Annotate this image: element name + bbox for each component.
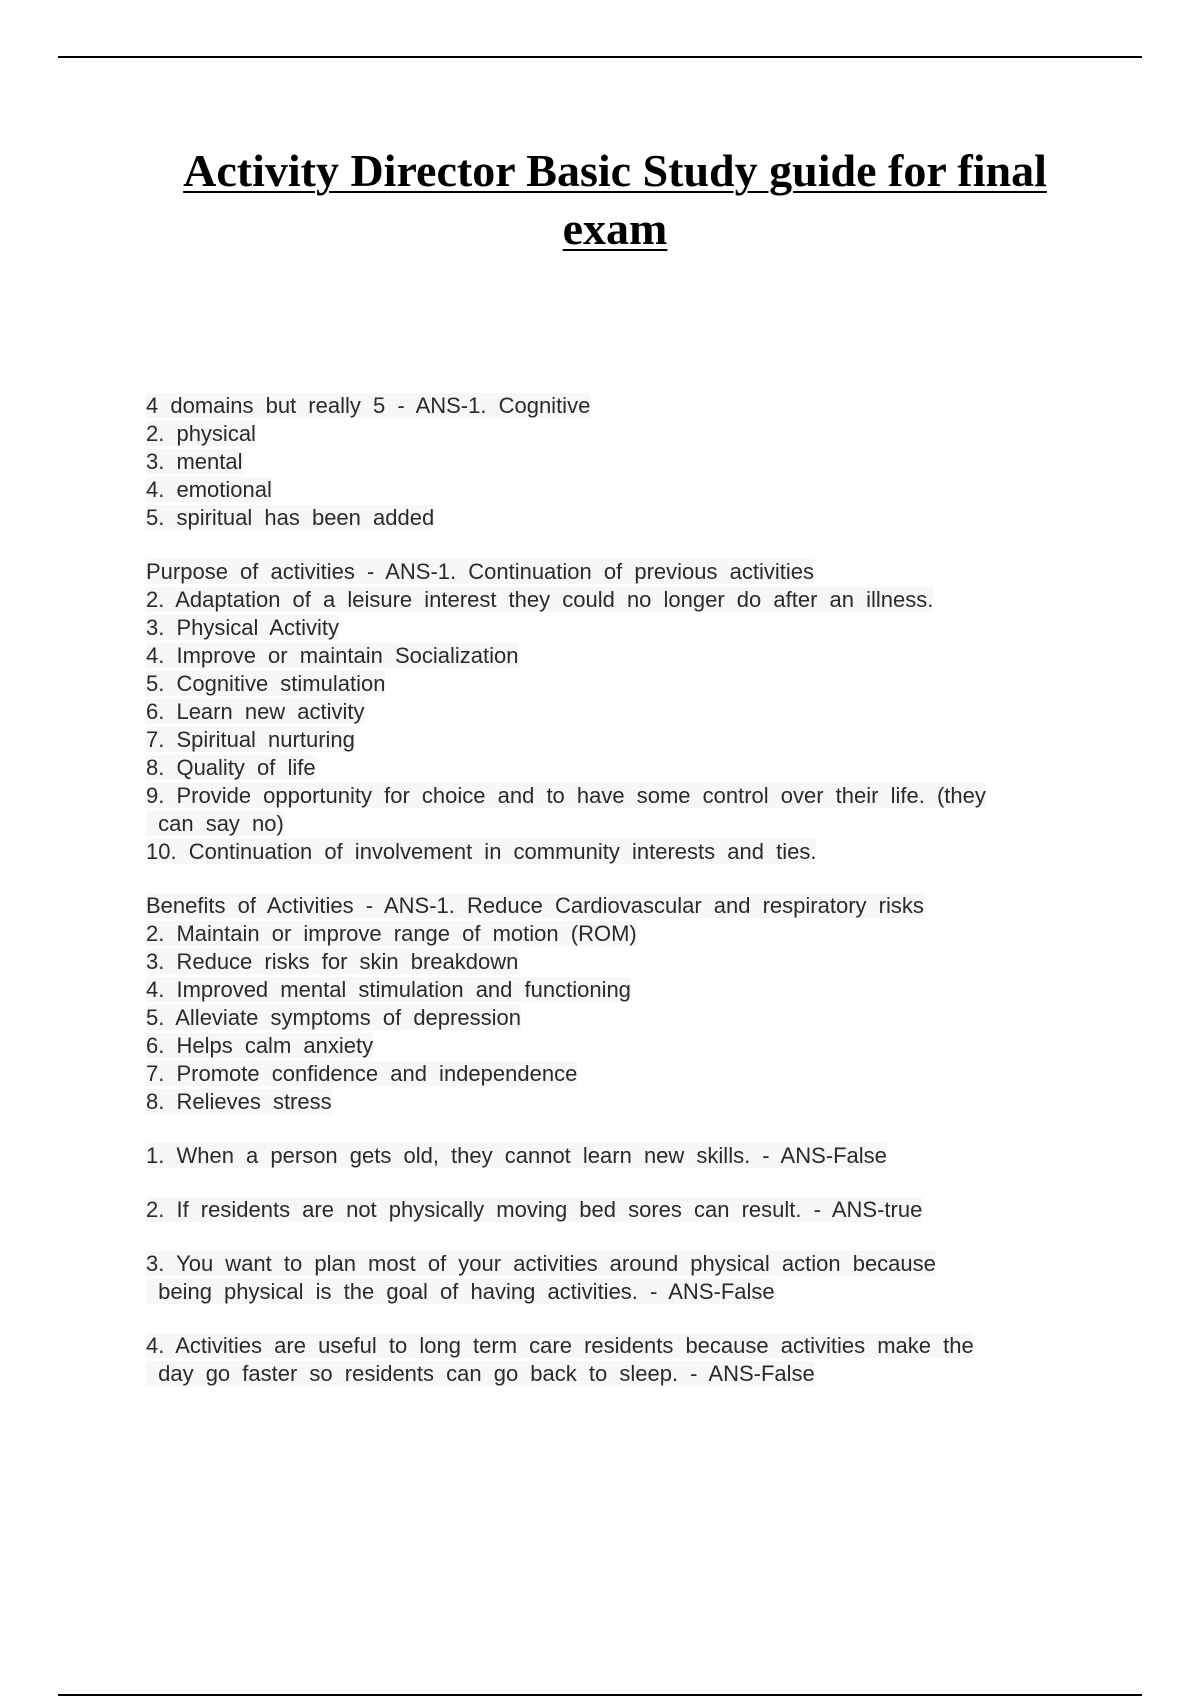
text-line [146,1278,1086,1306]
text-line-content: day go faster so residents can go back to sleep. - ANS-False [146,1361,815,1386]
text-line-content: 5. spiritual has been added [146,505,435,530]
text-line-content: being physical is the goal of having activities. - ANS-False [146,1279,775,1304]
text-line-content: 3. Reduce risks for skin breakdown [146,949,519,974]
text-line [146,476,1086,504]
text-line-content: 10. Continuation of involvement in community interests and ties. [146,839,817,864]
text-line [146,810,1086,838]
text-line-content: 3. You want to plan most of your activities around physical action because [146,1251,936,1276]
text-block [146,392,1086,532]
text-line-content: 4. Activities are useful to long term care residents because activities make the [146,1333,974,1358]
text-line-content: 3. mental [146,449,243,474]
title-line-2: exam [562,203,668,254]
text-line [146,754,1086,782]
text-block [146,892,1086,1116]
text-line [146,586,1086,614]
text-line [146,838,1086,866]
text-line-content: 8. Quality of life [146,755,316,780]
text-line-content: 2. Adaptation of a leisure interest they could no longer do after an illness. [146,587,934,612]
page-title [130,142,1100,258]
text-line [146,1332,1086,1360]
text-block [146,1142,1086,1170]
text-line [146,1142,1086,1170]
text-line-content: 4. emotional [146,477,272,502]
top-rule [58,56,1142,58]
text-line-content: 6. Helps calm anxiety [146,1033,374,1058]
text-line [146,670,1086,698]
text-line [146,1060,1086,1088]
text-line [146,948,1086,976]
text-line [146,558,1086,586]
text-line-content: 7. Promote confidence and independence [146,1061,578,1086]
text-line-content: 1. When a person gets old, they cannot learn new skills. - ANS-False [146,1143,887,1168]
text-line [146,1196,1086,1224]
text-line-content: 8. Relieves stress [146,1089,332,1114]
text-line-content: Purpose of activities - ANS-1. Continuation of previous activities [146,559,814,584]
document-body [146,392,1086,1414]
text-line-content: 4. Improved mental stimulation and functioning [146,977,631,1002]
text-line [146,504,1086,532]
text-block [146,1250,1086,1306]
text-line [146,614,1086,642]
text-line [146,1032,1086,1060]
text-line [146,892,1086,920]
text-line [146,420,1086,448]
text-line-content: Benefits of Activities - ANS-1. Reduce Cardiovascular and respiratory risks [146,893,924,918]
text-line-content: 6. Learn new activity [146,699,365,724]
text-line [146,698,1086,726]
title-line-1: Activity Director Basic Study guide for final [183,145,1047,196]
text-line [146,782,1086,810]
text-block [146,558,1086,866]
text-line-content: can say no) [146,811,284,836]
text-line [146,392,1086,420]
text-line-content: 2. physical [146,421,256,446]
text-line-content: 7. Spiritual nurturing [146,727,355,752]
text-block [146,1196,1086,1224]
text-line [146,448,1086,476]
text-line [146,1360,1086,1388]
text-line-content: 2. If residents are not physically moving bed sores can result. - ANS-true [146,1197,923,1222]
text-line [146,1088,1086,1116]
text-line-content: 9. Provide opportunity for choice and to have some control over their life. (they [146,783,986,808]
text-line [146,726,1086,754]
text-line-content: 4. Improve or maintain Socialization [146,643,519,668]
text-line [146,1250,1086,1278]
text-line-content: 5. Cognitive stimulation [146,671,386,696]
text-line [146,920,1086,948]
text-line-content: 4 domains but really 5 - ANS-1. Cognitive [146,393,591,418]
bottom-rule [58,1694,1142,1696]
text-line-content: 2. Maintain or improve range of motion (ROM) [146,921,637,946]
text-line [146,976,1086,1004]
text-line [146,642,1086,670]
text-block [146,1332,1086,1388]
text-line [146,1004,1086,1032]
text-line-content: 5. Alleviate symptoms of depression [146,1005,521,1030]
text-line-content: 3. Physical Activity [146,615,339,640]
